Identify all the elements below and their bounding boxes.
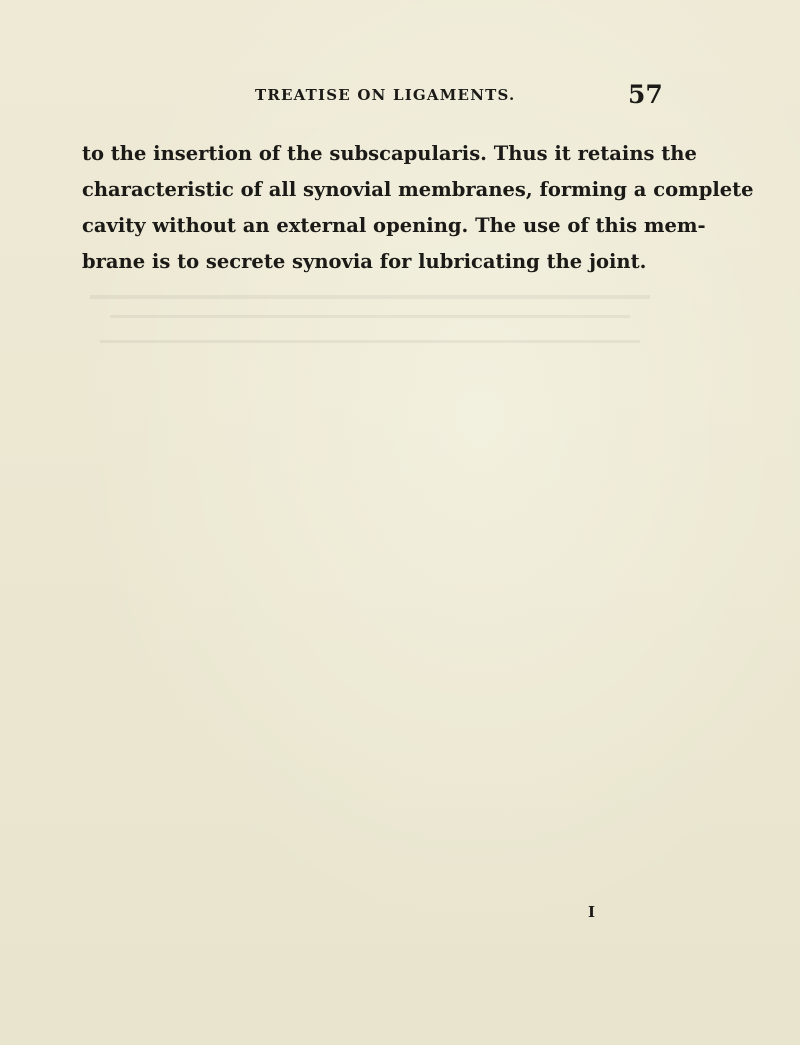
bleed-through-texture (90, 285, 650, 365)
text-line: characteristic of all synovial membranes, forming a complete (82, 178, 754, 201)
text-line: to the insertion of the subscapularis. Thus it retains the (82, 142, 697, 165)
body-paragraph (82, 136, 754, 280)
page-number: 57 (628, 80, 663, 109)
signature-mark: I (588, 903, 596, 921)
text-line: brane is to secrete synovia for lubricating the joint. (82, 250, 647, 273)
running-head-title: TREATISE ON LIGAMENTS. (255, 86, 516, 104)
text-line: cavity without an external opening. The use of this mem- (82, 214, 706, 237)
